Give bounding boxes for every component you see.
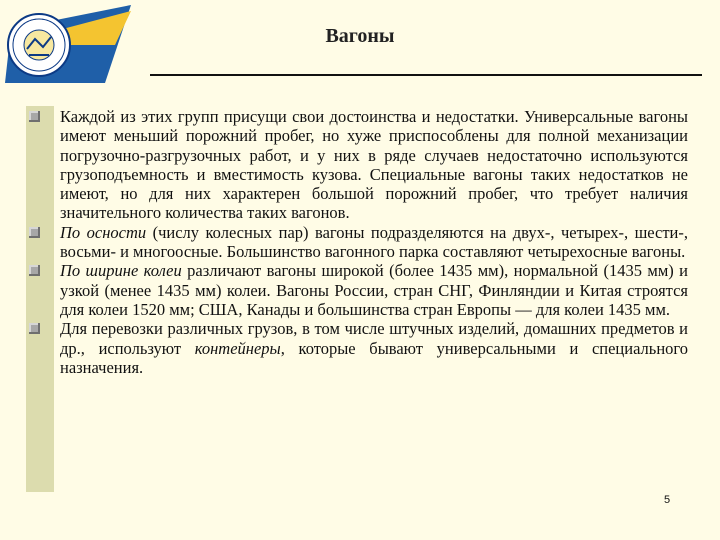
bullet-emphasis: По осности bbox=[60, 222, 147, 242]
bullet-text-after: , которые бывают универсальными и специального назначения. bbox=[60, 338, 689, 377]
title-underline bbox=[150, 74, 702, 76]
bullet-text-rest: различают вагоны широкой (более 1435 мм), нормальной (1435 мм) и узкой (менее 1435 мм) колеи. Вагоны России, стран СНГ, Финляндии и Китая строятся для колеи 1520 мм; США, Канады и большинства стран Европы — для колеи 1435 мм. bbox=[60, 261, 688, 319]
slide-title: Вагоны bbox=[325, 25, 395, 47]
bullet-text bbox=[60, 319, 688, 377]
university-logo-icon bbox=[5, 5, 131, 83]
bullet-list bbox=[26, 107, 688, 377]
bullet-item bbox=[26, 107, 688, 223]
bullet-square-icon bbox=[29, 227, 40, 238]
bullet-text-before: Для перевозки различных грузов, в том числе штучных изделий, домашних предметов и др., используют bbox=[60, 319, 688, 358]
bullet-emphasis: По ширине колеи bbox=[60, 261, 182, 281]
page-number: 5 bbox=[664, 494, 671, 506]
bullet-text: Каждой из этих групп присущи свои достоинства и недостатки. Универсальные вагоны имеют меньший порожний пробег, но хуже приспособлены для полной механизации погрузочно-разгрузочных работ, и у них в ряде случаев недостаточно используются грузоподъемность и вместимость кузова. Специальные вагоны таких недостатков не имеют, но для них характерен большой порожний пробег, что требует наличия значительного количества таких вагонов. bbox=[60, 107, 688, 223]
bullet-square-icon bbox=[29, 111, 40, 122]
bullet-text bbox=[60, 261, 688, 319]
bullet-item bbox=[26, 223, 688, 262]
bullet-emphasis: контейнеры bbox=[194, 338, 281, 358]
bullet-item bbox=[26, 261, 688, 319]
bullet-text bbox=[60, 223, 688, 262]
bullet-square-icon bbox=[29, 265, 40, 276]
bullet-item bbox=[26, 319, 688, 377]
university-logo bbox=[5, 5, 131, 83]
bullet-square-icon bbox=[29, 323, 40, 334]
bullet-text-rest: (числу колесных пар) вагоны подразделяются на двух-, четырех-, шести-, восьми- и многоосные. Большинство вагонного парка составляют четырехосные вагоны. bbox=[60, 222, 688, 262]
